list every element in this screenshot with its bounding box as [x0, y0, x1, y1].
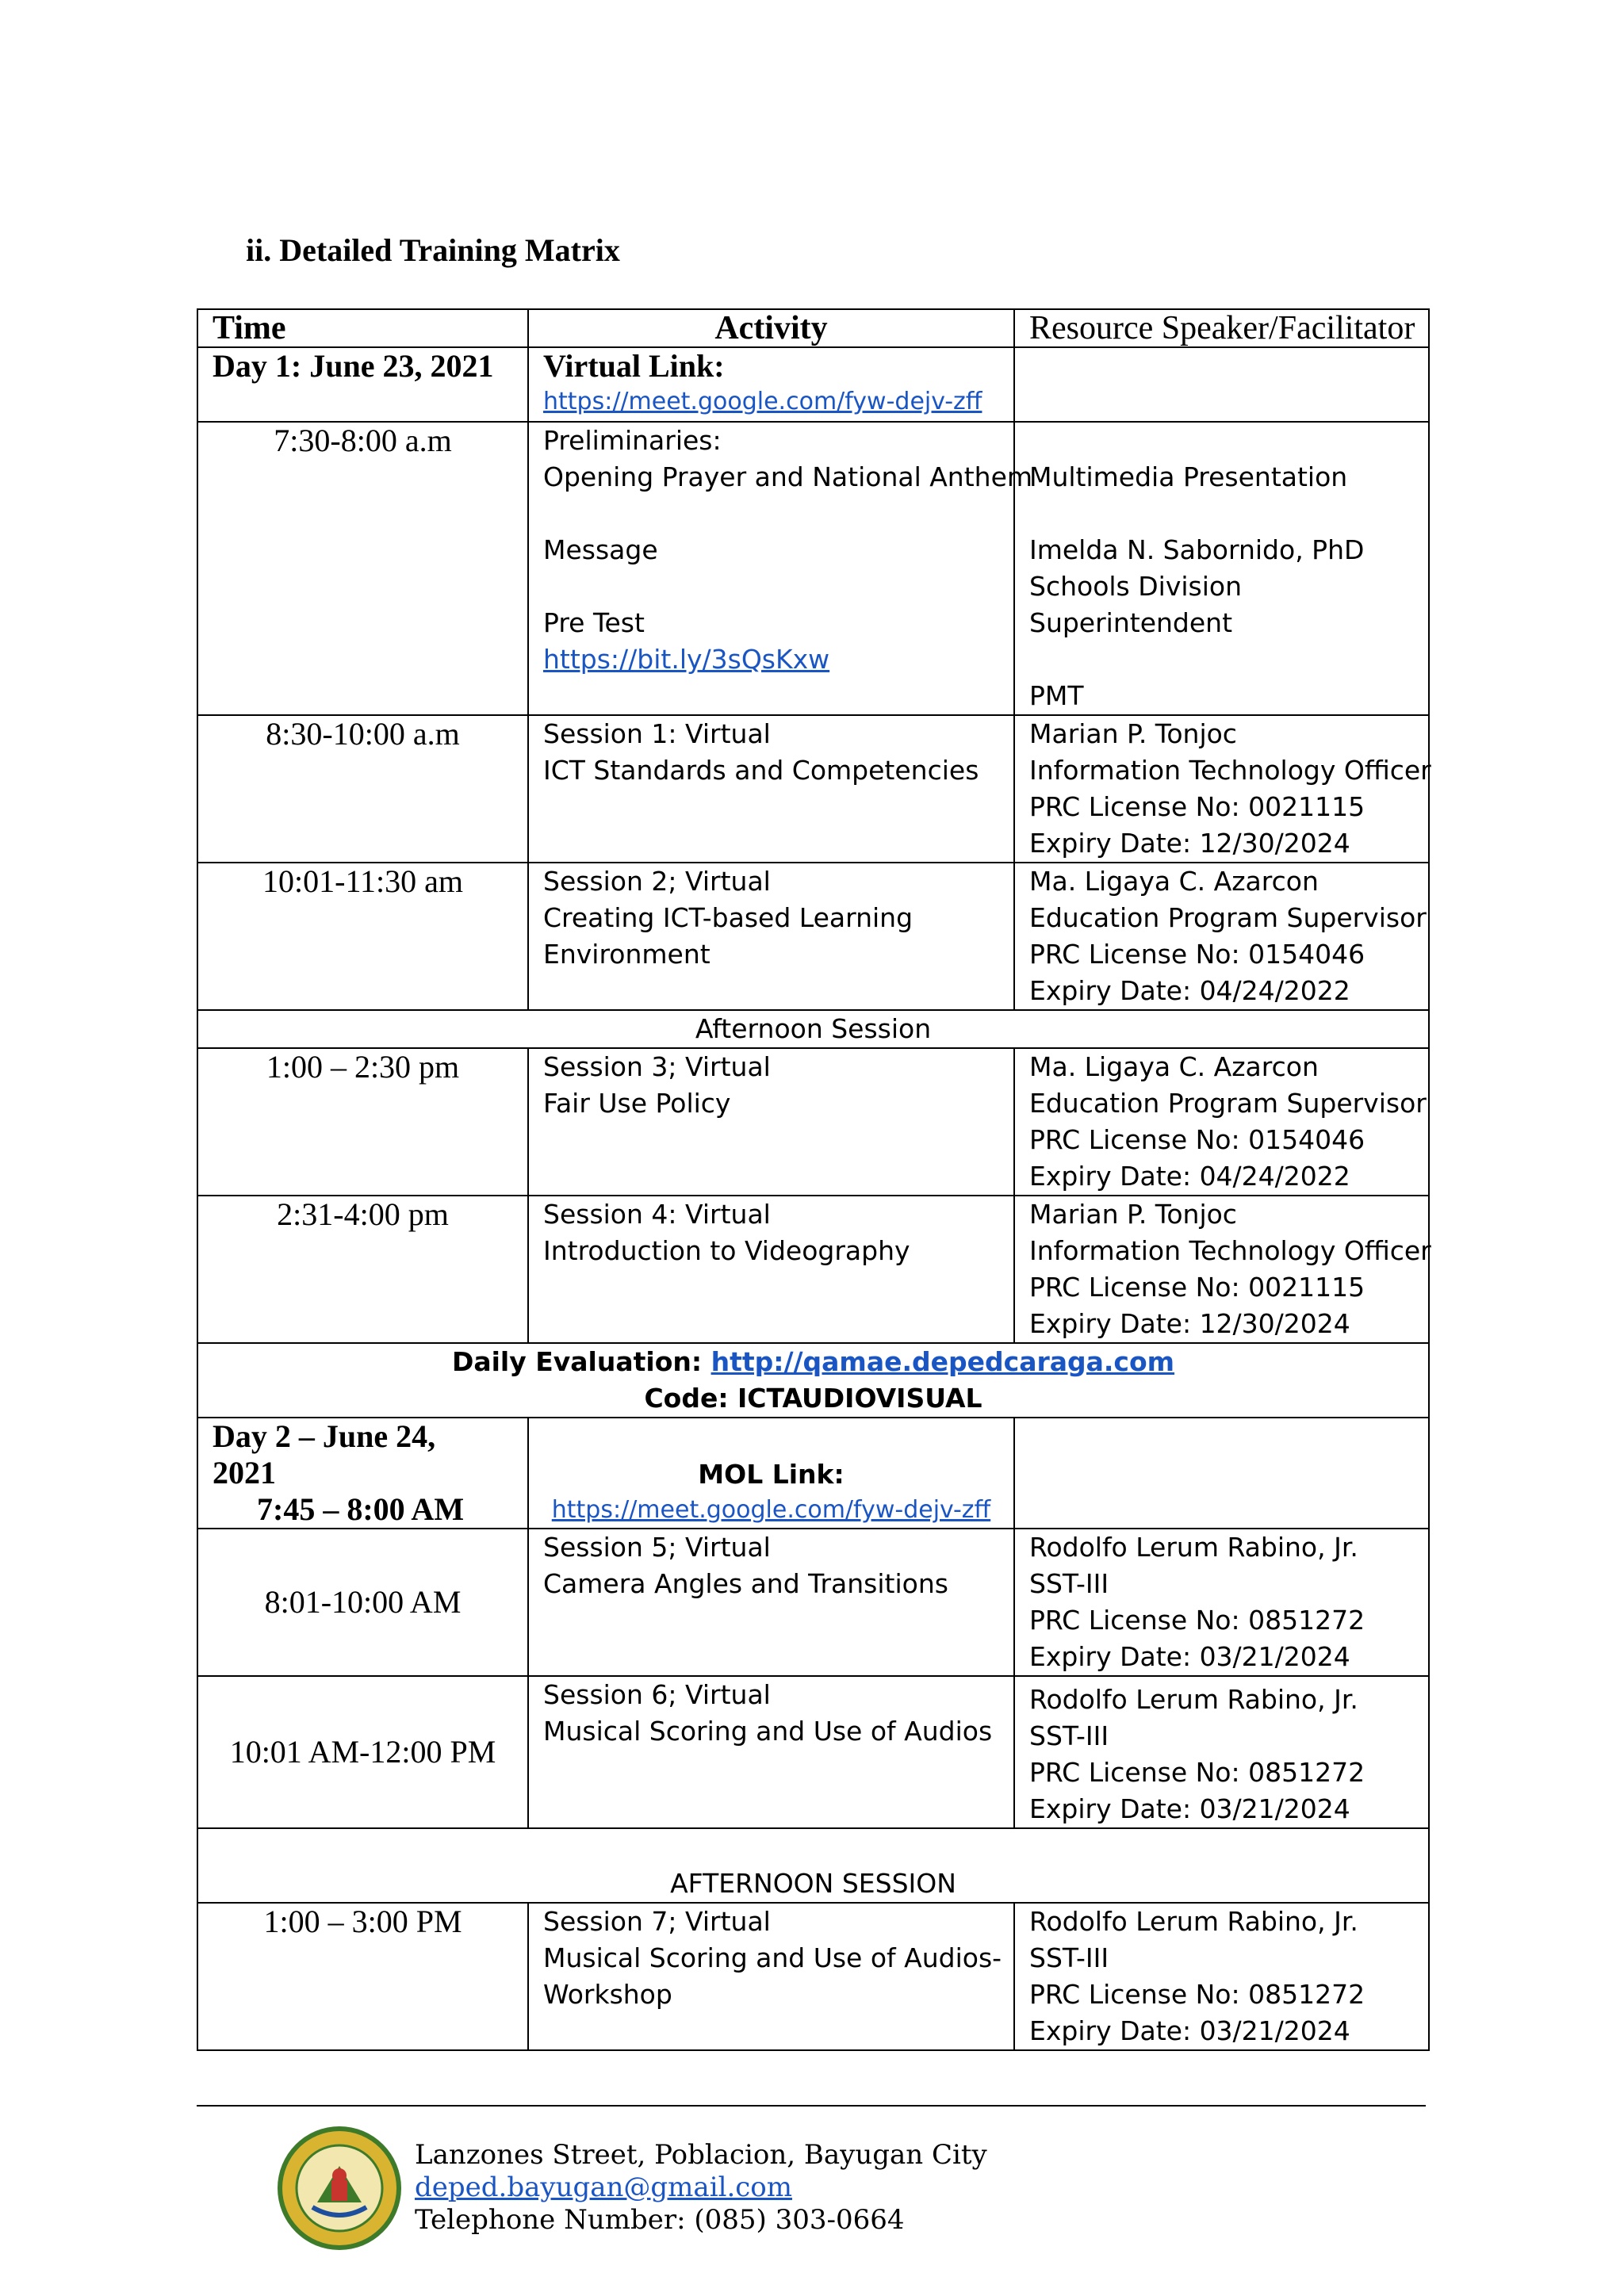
session-time: 1:00 – 2:30 pm: [197, 1048, 528, 1196]
session-time: 8:01-10:00 AM: [197, 1529, 528, 1676]
speaker-line: Marian P. Tonjoc: [1029, 718, 1237, 749]
speaker-line: Education Program Supervisor: [1029, 1088, 1427, 1119]
day2-afternoon-label-row: [197, 1828, 1429, 1903]
speaker-line: SST-III: [1029, 1942, 1109, 1973]
evaluation-code: Code: ICTAUDIOVISUAL: [644, 1383, 982, 1414]
footer-divider: [197, 2105, 1426, 2107]
day2-title-line: 2021: [213, 1455, 276, 1490]
activity-line: Session 5; Virtual: [543, 1532, 771, 1563]
header-speaker: Resource Speaker/Facilitator: [1014, 309, 1429, 347]
evaluation-link[interactable]: http://qamae.depedcaraga.com: [710, 1346, 1175, 1377]
table-header-row: [197, 309, 1429, 347]
day2-mol-link[interactable]: https://meet.google.com/fyw-dejv-zff: [551, 1496, 991, 1524]
speaker-line: Multimedia Presentation: [1029, 461, 1348, 492]
evaluation-line: [198, 1344, 1428, 1380]
speaker-line: PRC License No: 0851272: [1029, 1605, 1365, 1636]
footer-phone: Telephone Number: (085) 303-0664: [415, 2204, 905, 2236]
session-time: 10:01 AM-12:00 PM: [197, 1676, 528, 1828]
day1-title: Day 1: June 23, 2021: [197, 347, 528, 422]
footer-contact: [415, 2139, 987, 2237]
header-time: Time: [197, 309, 528, 347]
session-speaker-cell: [1014, 1529, 1429, 1676]
speaker-line: PRC License No: 0021115: [1029, 791, 1365, 822]
activity-line: Opening Prayer and National Anthem: [543, 461, 1033, 492]
evaluation-cell: [197, 1343, 1429, 1418]
day1-header-row: [197, 347, 1429, 422]
evaluation-row: [197, 1343, 1429, 1418]
session-speaker-cell: [1014, 422, 1429, 715]
speaker-line: Rodolfo Lerum Rabino, Jr.: [1029, 1906, 1358, 1937]
speaker-line: PMT: [1029, 680, 1084, 711]
day2-link-cell: [528, 1418, 1014, 1529]
speaker-line: SST-III: [1029, 1568, 1109, 1599]
speaker-line: PRC License No: 0154046: [1029, 1124, 1365, 1155]
speaker-line: Information Technology Officer: [1029, 755, 1431, 786]
session-time: 7:30-8:00 a.m: [197, 422, 528, 715]
session-row: [197, 1676, 1429, 1828]
activity-line: Message: [543, 534, 658, 565]
day1-link-cell: [528, 347, 1014, 422]
footer-email-link[interactable]: deped.bayugan@gmail.com: [415, 2172, 792, 2203]
day1-afternoon-label-row: [197, 1010, 1429, 1048]
evaluation-label: Daily Evaluation:: [451, 1346, 703, 1377]
day1-afternoon-label: Afternoon Session: [197, 1010, 1429, 1048]
training-matrix-body: [197, 309, 1429, 2050]
activity-line: Session 1: Virtual: [543, 718, 771, 749]
session-activity-cell: [528, 863, 1014, 1010]
activity-blank-line: [543, 568, 1013, 605]
session-activity-cell: [528, 1529, 1014, 1676]
session-activity-cell: [528, 1196, 1014, 1343]
session-time: 10:01-11:30 am: [197, 863, 528, 1010]
speaker-line: Education Program Supervisor: [1029, 902, 1427, 933]
activity-line: Session 7; Virtual: [543, 1906, 771, 1937]
session-speaker-cell: [1014, 1196, 1429, 1343]
activity-line: Creating ICT-based Learning: [543, 902, 914, 933]
deped-seal-logo: [276, 2125, 403, 2252]
day2-opening-time: 7:45 – 8:00 AM: [257, 1491, 465, 1527]
day2-empty-cell: [1014, 1418, 1429, 1529]
speaker-blank-line: [1029, 423, 1428, 459]
pre-test-link[interactable]: https://bit.ly/3sQsKxw: [543, 644, 830, 675]
session-speaker-cell: [1014, 1676, 1429, 1828]
speaker-line: SST-III: [1029, 1720, 1109, 1751]
session-row: [197, 422, 1429, 715]
speaker-line: Imelda N. Sabornido, PhD: [1029, 534, 1365, 565]
session-activity-cell: [528, 715, 1014, 863]
speaker-line: PRC License No: 0851272: [1029, 1757, 1365, 1788]
speaker-line: Information Technology Officer: [1029, 1235, 1431, 1266]
activity-line: Session 3; Virtual: [543, 1051, 771, 1082]
speaker-line: PRC License No: 0154046: [1029, 939, 1365, 970]
activity-line: Session 4: Virtual: [543, 1199, 771, 1230]
session-speaker-cell: [1014, 1048, 1429, 1196]
session-time: 1:00 – 3:00 PM: [197, 1903, 528, 2050]
speaker-line: PRC License No: 0021115: [1029, 1272, 1365, 1303]
speaker-line: Rodolfo Lerum Rabino, Jr.: [1029, 1532, 1358, 1563]
session-time: 2:31-4:00 pm: [197, 1196, 528, 1343]
speaker-line: Expiry Date: 03/21/2024: [1029, 2015, 1350, 2046]
speaker-line: Superintendent: [1029, 607, 1233, 638]
session-time: 8:30-10:00 a.m: [197, 715, 528, 863]
activity-line: Pre Test: [543, 607, 645, 638]
session-speaker-cell: [1014, 1903, 1429, 2050]
header-activity: Activity: [528, 309, 1014, 347]
speaker-blank-line: [1029, 496, 1428, 532]
activity-line: Workshop: [543, 1979, 672, 2010]
session-activity-cell: [528, 1903, 1014, 2050]
activity-line: Environment: [543, 939, 710, 970]
session-row: [197, 863, 1429, 1010]
session-activity-cell: [528, 1676, 1014, 1828]
session-activity-cell: [528, 1048, 1014, 1196]
activity-line: Introduction to Videography: [543, 1235, 910, 1266]
day1-empty-cell: [1014, 347, 1429, 422]
session-row: [197, 1903, 1429, 2050]
activity-line: Musical Scoring and Use of Audios: [543, 1716, 993, 1747]
activity-line: Musical Scoring and Use of Audios-: [543, 1942, 1002, 1973]
activity-line: Preliminaries:: [543, 425, 722, 456]
speaker-line: Expiry Date: 03/21/2024: [1029, 1793, 1350, 1824]
speaker-line: Ma. Ligaya C. Azarcon: [1029, 866, 1319, 897]
session-row: [197, 1048, 1429, 1196]
session-speaker-cell: [1014, 863, 1429, 1010]
activity-line: Fair Use Policy: [543, 1088, 731, 1119]
session-activity-cell: [528, 422, 1033, 715]
speaker-line: Expiry Date: 04/24/2022: [1029, 975, 1350, 1006]
day1-virtual-link[interactable]: https://meet.google.com/fyw-dejv-zff: [543, 388, 982, 415]
activity-blank-line: [543, 496, 1013, 532]
day2-link-label: MOL Link:: [698, 1459, 845, 1490]
speaker-blank-line: [1029, 641, 1428, 678]
speaker-line: PRC License No: 0851272: [1029, 1979, 1365, 2010]
session-row: [197, 1196, 1429, 1343]
day2-title-cell: [197, 1418, 528, 1529]
speaker-line: Expiry Date: 04/24/2022: [1029, 1161, 1350, 1192]
speaker-line: Expiry Date: 03/21/2024: [1029, 1641, 1350, 1672]
speaker-line: Expiry Date: 12/30/2024: [1029, 828, 1350, 859]
day1-link-label: Virtual Link:: [543, 348, 725, 384]
speaker-line: Marian P. Tonjoc: [1029, 1199, 1237, 1230]
activity-line: Session 2; Virtual: [543, 866, 771, 897]
activity-line: Camera Angles and Transitions: [543, 1568, 948, 1599]
activity-line: ICT Standards and Competencies: [543, 755, 979, 786]
training-matrix-table: [197, 308, 1430, 2051]
speaker-line: Ma. Ligaya C. Azarcon: [1029, 1051, 1319, 1082]
session-speaker-cell: [1014, 715, 1429, 863]
session-row: [197, 715, 1429, 863]
page-heading: ii. Detailed Training Matrix: [246, 232, 620, 268]
day2-afternoon-label: AFTERNOON SESSION: [197, 1828, 1429, 1903]
speaker-line: Rodolfo Lerum Rabino, Jr.: [1029, 1684, 1358, 1715]
day2-title-line: Day 2 – June 24,: [213, 1418, 436, 1454]
activity-line: Session 6; Virtual: [543, 1679, 771, 1710]
speaker-line: Schools Division: [1029, 571, 1242, 602]
session-row: [197, 1529, 1429, 1676]
day2-header-row: [197, 1418, 1429, 1529]
speaker-line: Expiry Date: 12/30/2024: [1029, 1308, 1350, 1339]
footer-address: Lanzones Street, Poblacion, Bayugan City: [415, 2139, 987, 2171]
